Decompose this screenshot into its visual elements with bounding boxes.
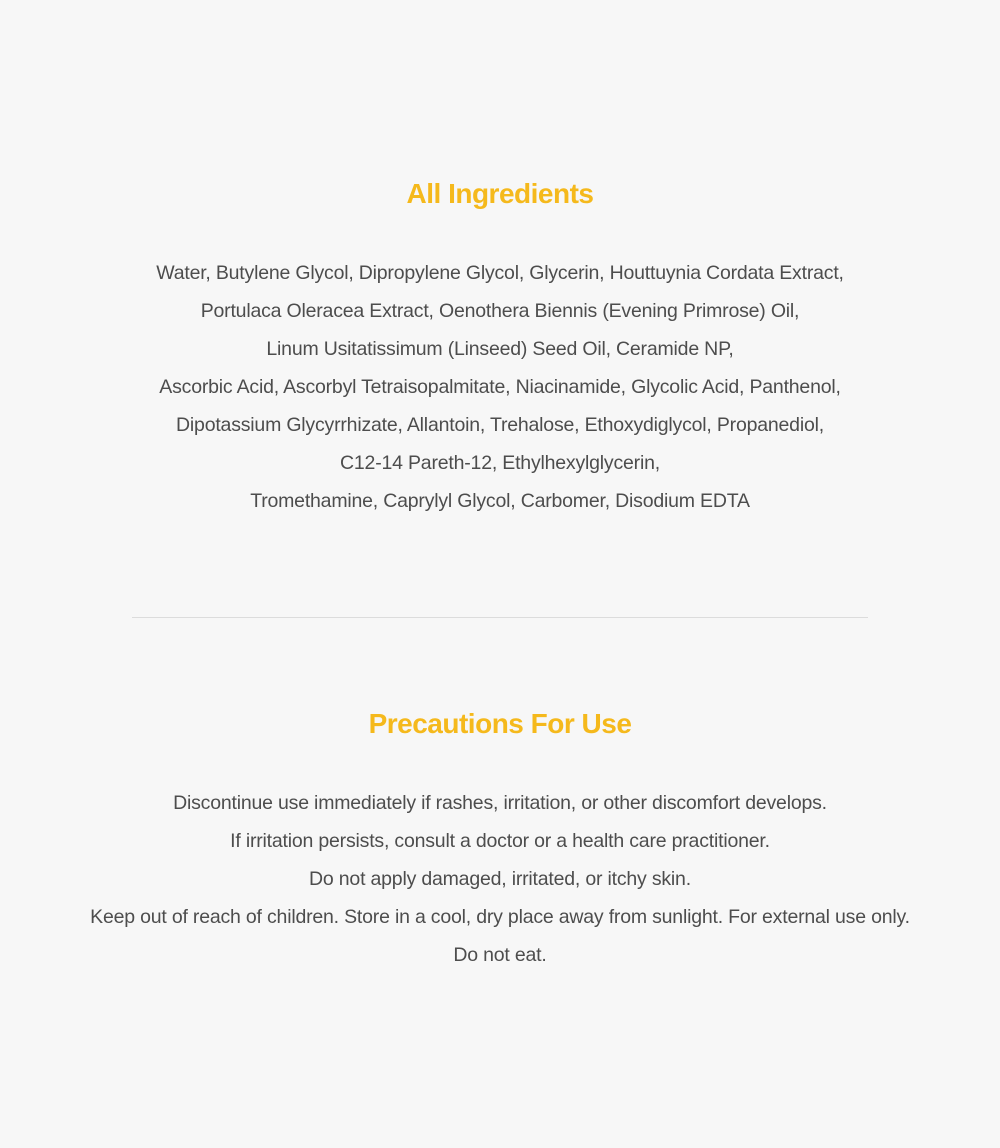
ingredients-line: Ascorbic Acid, Ascorbyl Tetraisopalmitate, Niacinamide, Glycolic Acid, Panthenol, — [159, 376, 841, 398]
precautions-section — [0, 700, 1000, 974]
precautions-heading: Precautions For Use — [368, 708, 632, 739]
precautions-list — [0, 784, 1000, 974]
precaution-line: Do not eat. — [453, 944, 547, 966]
ingredients-line: Water, Butylene Glycol, Dipropylene Glycol, Glycerin, Houttuynia Cordata Extract, — [156, 262, 844, 284]
section-divider — [132, 617, 868, 618]
precaution-line: Keep out of reach of children. Store in a cool, dry place away from sunlight. For external use only. — [90, 906, 910, 928]
ingredients-heading: All Ingredients — [406, 178, 594, 209]
ingredients-section — [0, 170, 1000, 520]
precaution-line: If irritation persists, consult a doctor or a health care practitioner. — [230, 830, 770, 852]
precaution-line: Discontinue use immediately if rashes, irritation, or other discomfort develops. — [173, 792, 827, 814]
ingredients-line: Linum Usitatissimum (Linseed) Seed Oil, Ceramide NP, — [266, 338, 734, 360]
precaution-line: Do not apply damaged, irritated, or itchy skin. — [309, 868, 691, 890]
ingredients-line: Dipotassium Glycyrrhizate, Allantoin, Trehalose, Ethoxydiglycol, Propanediol, — [176, 414, 824, 436]
ingredients-line: Portulaca Oleracea Extract, Oenothera Biennis (Evening Primrose) Oil, — [200, 300, 800, 322]
ingredients-line: C12-14 Pareth-12, Ethylhexylglycerin, — [340, 452, 660, 474]
ingredients-list — [0, 254, 1000, 520]
ingredients-line: Tromethamine, Caprylyl Glycol, Carbomer, Disodium EDTA — [250, 490, 750, 512]
